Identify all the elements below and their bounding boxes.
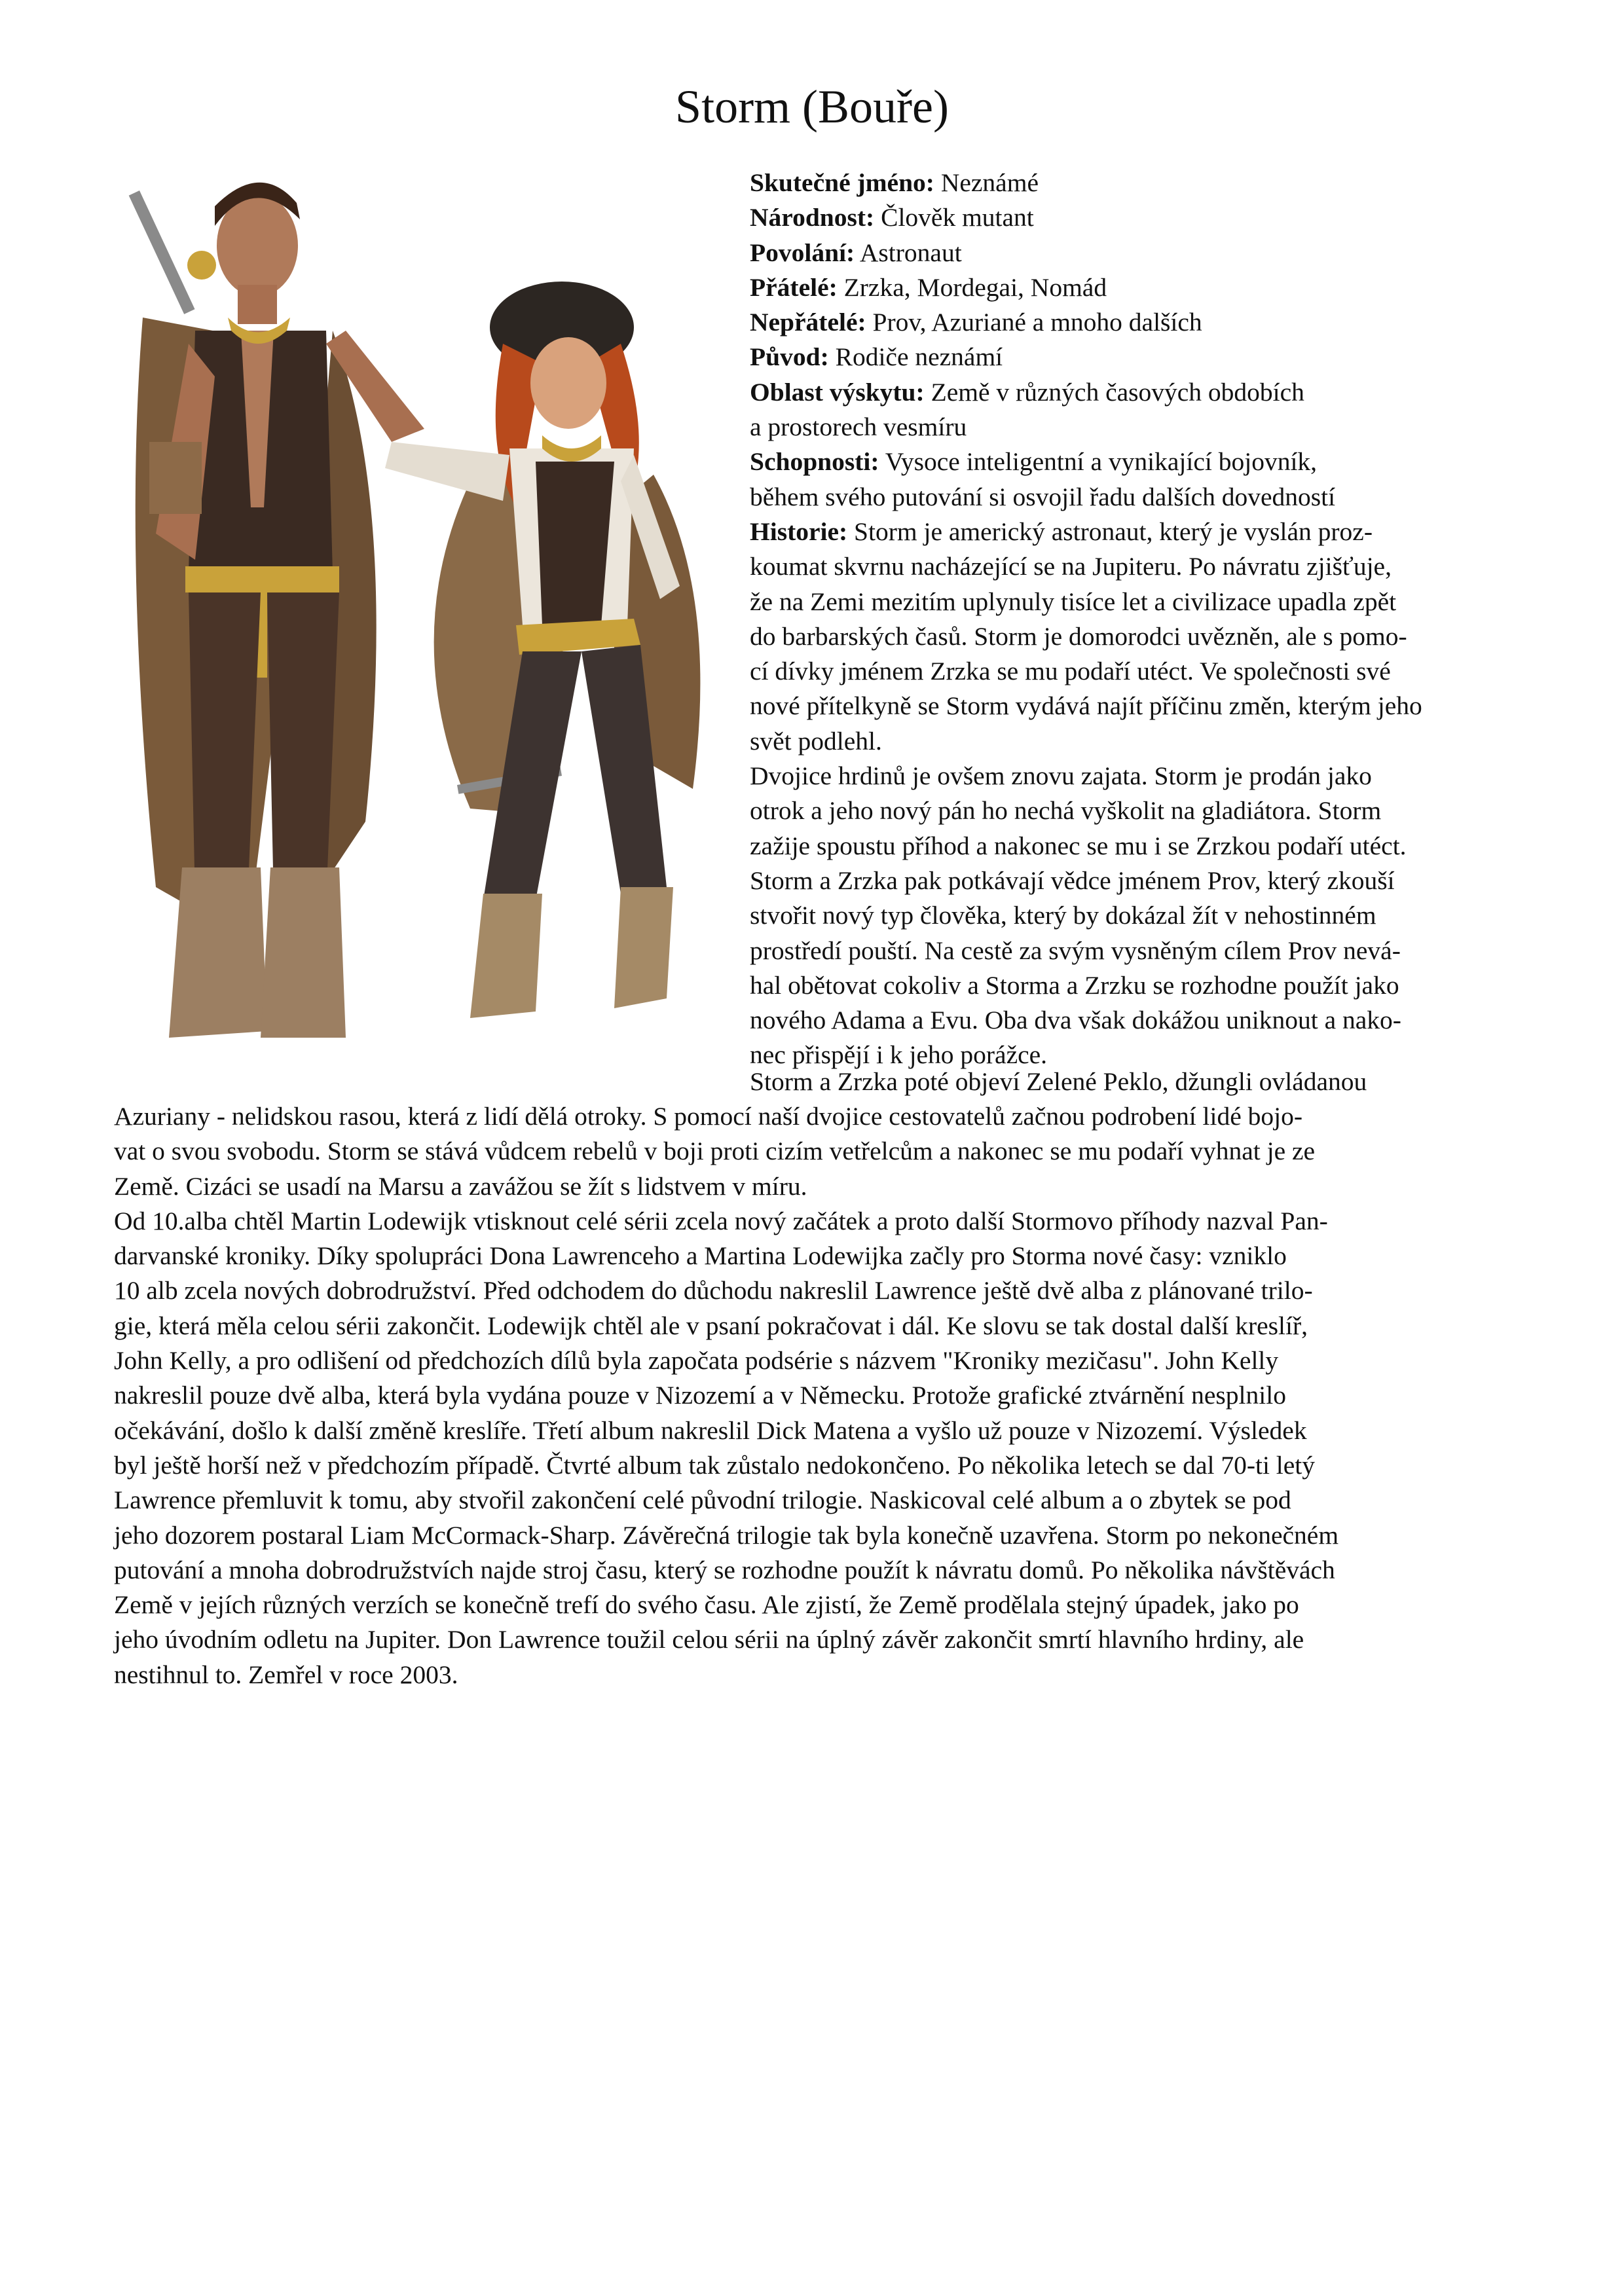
storm-and-redhead-illustration [117, 167, 745, 1070]
paragraph-line: John Kelly, a pro odlišení od předchozích dílů byla započata podsérie s názvem "Kroniky mezičasu". John Kelly [114, 1346, 1279, 1376]
paragraph-line: nakreslil pouze dvě alba, která byla vydána pouze v Nizozemí a v Německu. Protože grafické ztvárnění nesplnilo [114, 1381, 1286, 1410]
field-abilities: Schopnosti: Vysoce inteligentní a vynikající bojovník, [750, 447, 1318, 477]
paragraph-line: jeho úvodním odletu na Jupiter. Don Lawrence toužil celou sérii na úplný závěr zakončit smrtí hlavního hrdiny, ale [114, 1625, 1304, 1654]
history-line: stvořit nový typ člověka, který by dokázal žít v nehostinném [750, 901, 1376, 930]
field-occupation: Povolání: Astronaut [750, 238, 962, 267]
history-line: koumat skvrnu nacházející se na Jupiteru. Po návratu zjišťuje, [750, 552, 1392, 581]
history-line: svět podlehl. [750, 726, 882, 756]
field-history: Historie: Storm je americký astronaut, který je vyslán proz- [750, 517, 1373, 546]
field-origin: Původ: Rodiče neznámí [750, 342, 1003, 372]
history-line: nec přispějí i k jeho porážce. [750, 1040, 1048, 1070]
field-area: Oblast výskytu: Země v různých časových obdobích [750, 377, 1304, 407]
field-friends: Přátelé: Zrzka, Mordegai, Nomád [750, 272, 1107, 302]
history-line: nové přítelkyně se Storm vydává najít příčinu změn, kterým jeho [750, 691, 1422, 721]
field-nationality: Národnost: Člověk mutant [750, 203, 1034, 232]
field-real-name: Skutečné jméno: Neznámé [750, 168, 1039, 197]
history-line: zažije spoustu příhod a nakonec se mu i se Zrzkou podaří utéct. [750, 831, 1407, 860]
history-line: prostředí pouští. Na cestě za svým vysněným cílem Prov nevá- [750, 936, 1401, 965]
paragraph-line: Od 10.alba chtěl Martin Lodewijk vtisknout celé sérii zcela nový začátek a proto další Stormovo příhody nazval Pan- [114, 1206, 1328, 1235]
paragraph-line: darvanské kroniky. Díky spolupráci Dona Lawrenceho a Martina Lodewijka začly pro Storma nové časy: vzniklo [114, 1241, 1287, 1271]
field-abilities-continued: během svého putování si osvojil řadu dalších dovedností [750, 482, 1336, 511]
paragraph-line: gie, která měla celou sérii zakončit. Lodewijk chtěl ale v psaní pokračovat i dál. Ke slovu se tak dostal další kreslíř, [114, 1311, 1308, 1340]
paragraph-line: Země. Cizáci se usadí na Marsu a zavážou se žít s lidstvem v míru. [114, 1171, 807, 1201]
history-line: nového Adama a Evu. Oba dva však dokážou uniknout a nako- [750, 1006, 1401, 1035]
paragraph-line: Země v jejích různých verzích se konečně trefí do svého času. Ale zjistí, že Země prodělala stejný úpadek, jako po [114, 1590, 1299, 1620]
history-line: otrok a jeho nový pán ho nechá vyškolit na gladiátora. Storm [750, 796, 1382, 826]
paragraph-line: byl ještě horší než v předchozím případě. Čtvrté album tak zůstalo nedokončeno. Po několika letech se dal 70-ti letý [114, 1450, 1316, 1480]
history-line: cí dívky jménem Zrzka se mu podaří utéct. Ve společnosti své [750, 657, 1391, 686]
history-line: hal obětovat cokoliv a Storma a Zrzku se rozhodne použít jako [750, 970, 1399, 1000]
paragraph-line: putování a mnoha dobrodružstvích najde stroj času, který se rozhodne použít k návratu domů. Po několika návštěvách [114, 1555, 1335, 1584]
paragraph-line: 10 alb zcela nových dobrodružství. Před odchodem do důchodu nakreslil Lawrence ještě dvě alba z plánované trilo- [114, 1276, 1313, 1305]
field-enemies: Nepřátelé: Prov, Azuriané a mnoho dalších [750, 308, 1202, 337]
paragraph-line: vat o svou svobodu. Storm se stává vůdcem rebelů v boji proti cizím vetřelcům a nakonec se mu podaří vyhnat je ze [114, 1137, 1316, 1166]
history-full-width [114, 1099, 1555, 1692]
paragraph-line: očekávání, došlo k další změně kreslíře. Třetí album nakreslil Dick Matena a vyšlo už pouze v Nizozemí. Výsledek [114, 1415, 1307, 1445]
history-continuation-line: Storm a Zrzka poté objeví Zelené Peklo, džungli ovládanou [750, 1067, 1367, 1096]
history-line: Dvojice hrdinů je ovšem znovu zajata. Storm je prodán jako [750, 761, 1372, 791]
character-info [750, 166, 1529, 1073]
paragraph-line: jeho dozorem postaral Liam McCormack-Sharp. Závěrečná trilogie tak byla konečně uzavřena. Storm po nekonečném [114, 1520, 1339, 1550]
history-line: Storm a Zrzka pak potkávají vědce jménem Prov, který zkouší [750, 866, 1395, 895]
paragraph-line: Lawrence přemluvit k tomu, aby stvořil zakončení celé původní trilogie. Naskicoval celé album a o zbytek se pod [114, 1485, 1291, 1515]
history-line: do barbarských časů. Storm je domorodci uvězněn, ale s pomo- [750, 621, 1407, 651]
page-title: Storm (Bouře) [675, 81, 949, 133]
field-area-continued: a prostorech vesmíru [750, 412, 967, 442]
paragraph-line: nestihnul to. Zemřel v roce 2003. [114, 1660, 458, 1689]
history-line: že na Zemi mezitím uplynuly tisíce let a civilizace upadla zpět [750, 587, 1397, 616]
paragraph-line: Azuriany - nelidskou rasou, která z lidí dělá otroky. S pomocí naší dvojice cestovatelů začnou podrobení lidé bojo- [114, 1102, 1303, 1131]
